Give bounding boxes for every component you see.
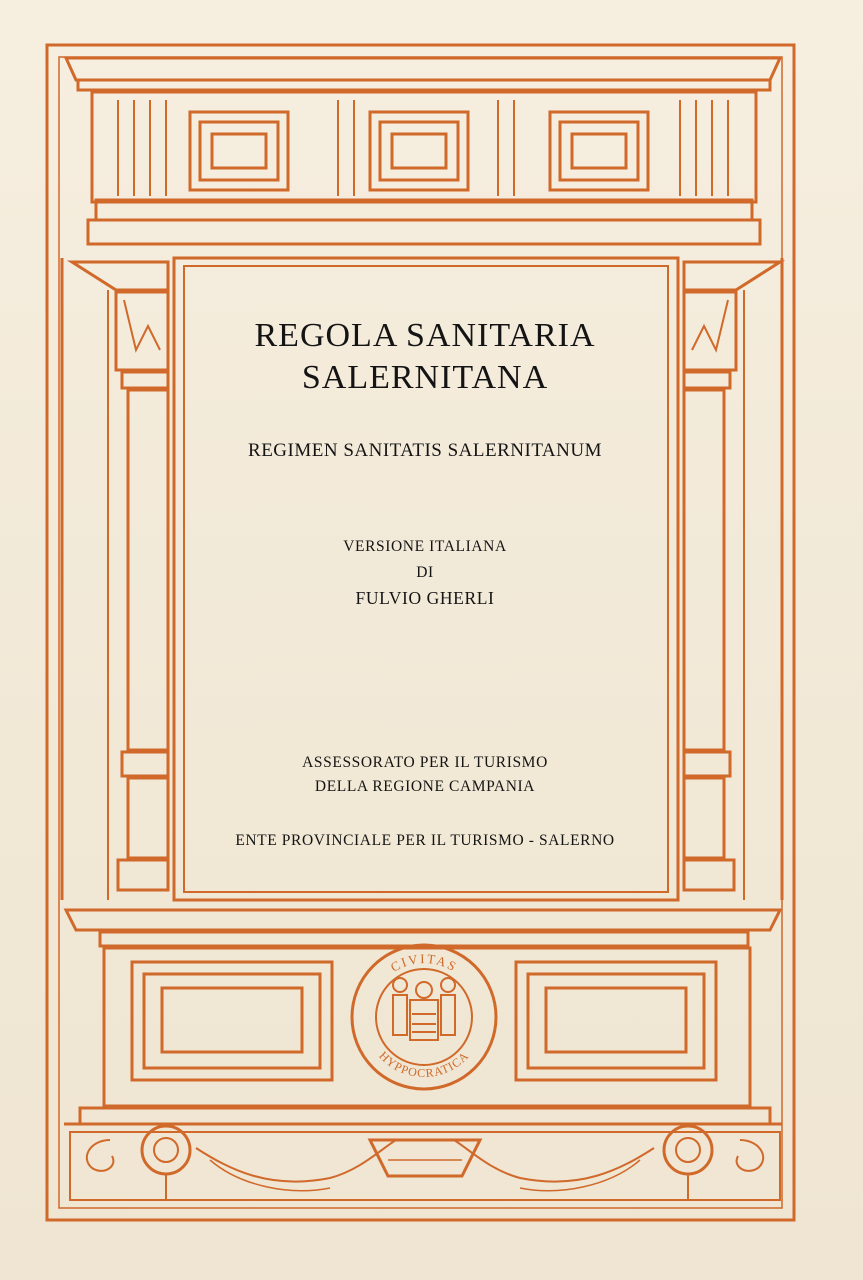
title-line-1: REGOLA SANITARIA [254,317,596,354]
city-seal [352,945,496,1089]
version-line-1: VERSIONE ITALIANA [343,538,507,555]
publisher-line-2: DELLA REGIONE CAMPANIA [314,778,536,795]
subtitle: REGIMEN SANITATIS SALERNITANUM [248,440,602,461]
publisher-line-3: ENTE PROVINCIALE PER IL TURISMO - SALERNO [235,832,615,849]
title-line-2: SALERNITANA [301,359,549,396]
author-name: FULVIO GHERLI [355,588,495,608]
version-line-2: DI [416,564,434,581]
seal-inscription-bottom: HYPPOCRATICA [376,1048,472,1081]
publisher-line-1: ASSESSORATO PER IL TURISMO [302,754,548,771]
seal-inscription-top: CIVITAS [387,951,461,975]
